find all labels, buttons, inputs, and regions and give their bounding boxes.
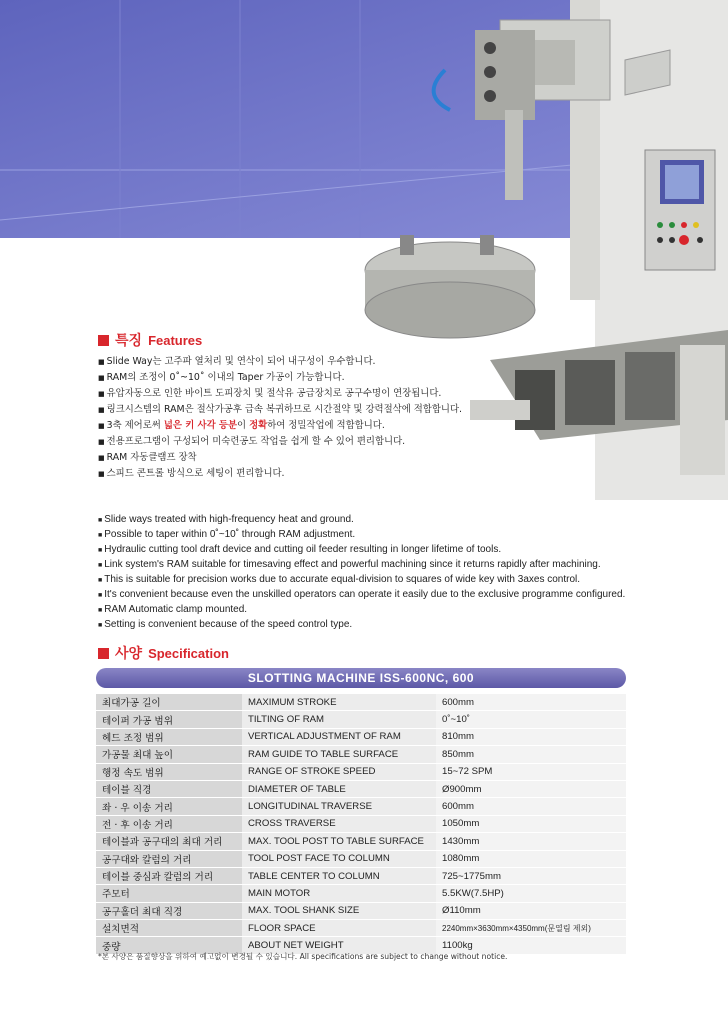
list-item: ■ Link system's RAM suitable for timesaving effect and powerful machining since it returns rapidly after machining. xyxy=(98,558,678,573)
spec-label-ko: 공구홀더 최대 직경 xyxy=(96,902,242,919)
features-ko-list xyxy=(98,354,498,482)
spec-label-ko: 테이퍼 가공 범위 xyxy=(96,711,242,728)
spec-label-en: TABLE CENTER TO COLUMN xyxy=(242,867,436,884)
spec-label-en: FLOOR SPACE xyxy=(242,920,436,937)
item-text: 하여 정밀작업에 적합합니다. xyxy=(267,420,385,431)
features-heading xyxy=(98,330,202,350)
features-en-list xyxy=(98,513,678,633)
spec-label-ko: 테이블과 공구대의 최대 거리 xyxy=(96,833,242,850)
spec-label-ko: 테이블 중심과 칼럼의 거리 xyxy=(96,867,242,884)
list-item: ■ Hydraulic cutting tool draft device and cutting oil feeder resulting in longer lifetime of tools. xyxy=(98,543,678,558)
spec-value: 810mm xyxy=(436,728,626,745)
table-row xyxy=(96,850,626,867)
list-item: ■ RAM의 조정이 0˚~10˚ 이내의 Taper 가공이 가능합니다. xyxy=(98,370,498,386)
list-item: ■ Possible to taper within 0˚~10˚ through RAM adjustment. xyxy=(98,528,678,543)
spec-title-bar: SLOTTING MACHINE ISS-600NC, 600 xyxy=(96,668,626,688)
spec-label-ko: 중량 xyxy=(96,937,242,954)
list-item: ■ RAM Automatic clamp mounted. xyxy=(98,603,678,618)
spec-value: 600mm xyxy=(436,798,626,815)
table-row xyxy=(96,694,626,711)
list-item: ■ 링크시스템의 RAM은 절삭가공후 급속 복귀하므로 시간절약 및 강력절삭에 적합합니다. xyxy=(98,402,498,418)
spec-label-ko: 주모터 xyxy=(96,885,242,902)
spec-heading-ko: 사양 xyxy=(115,646,143,662)
table-row xyxy=(96,763,626,780)
list-item: ■ 전용프로그램이 구성되어 미숙련공도 작업을 쉽게 할 수 있어 편리합니다. xyxy=(98,434,498,450)
table-row xyxy=(96,798,626,815)
spec-label-ko: 전 · 후 이송 거리 xyxy=(96,815,242,832)
spec-value: Ø110mm xyxy=(436,902,626,919)
list-item: ■ 유압자동으로 인한 바이트 도피장치 및 절삭유 공급장치로 공구수명이 연장됩니다. xyxy=(98,386,498,402)
spec-value: 1050mm xyxy=(436,815,626,832)
spec-label-ko: 테이블 직경 xyxy=(96,780,242,797)
spec-label-ko: 좌 · 우 이송 거리 xyxy=(96,798,242,815)
spec-value: 15~72 SPM xyxy=(436,763,626,780)
spec-label-ko: 행정 속도 범위 xyxy=(96,763,242,780)
spec-heading xyxy=(98,643,229,663)
spec-label-en: CROSS TRAVERSE xyxy=(242,815,436,832)
spec-label-en: TILTING OF RAM xyxy=(242,711,436,728)
table-row xyxy=(96,815,626,832)
spec-value: Ø900mm xyxy=(436,780,626,797)
spec-label-ko: 공구대와 칼럼의 거리 xyxy=(96,850,242,867)
table-row xyxy=(96,711,626,728)
square-bullet-icon xyxy=(98,335,109,346)
table-row xyxy=(96,920,626,937)
list-item: ■ It's convenient because even the unskilled operators can operate it easily due to the exclusive programme configured. xyxy=(98,588,678,603)
list-item xyxy=(98,418,498,434)
spec-value: 2240mm×3630mm×4350mm(문열림 제외) xyxy=(436,920,626,937)
list-item: ■ This is suitable for precision works due to accurate equal-division to squares of wide key with 3axes control. xyxy=(98,573,678,588)
spec-value: 5.5KW(7.5HP) xyxy=(436,885,626,902)
features-heading-ko: 특징 xyxy=(115,333,143,349)
spec-heading-en: Specification xyxy=(148,645,229,661)
table-row xyxy=(96,867,626,884)
spec-label-en: MAXIMUM STROKE xyxy=(242,694,436,711)
spec-label-en: MAX. TOOL POST TO TABLE SURFACE xyxy=(242,833,436,850)
spec-value: 600mm xyxy=(436,694,626,711)
list-item: ■ Slide Way는 고주파 열처리 및 연삭이 되어 내구성이 우수합니다. xyxy=(98,354,498,370)
spec-value: 1430mm xyxy=(436,833,626,850)
table-row xyxy=(96,833,626,850)
spec-label-en: MAIN MOTOR xyxy=(242,885,436,902)
spec-label-en: DIAMETER OF TABLE xyxy=(242,780,436,797)
spec-table xyxy=(96,694,626,955)
table-row xyxy=(96,728,626,745)
spec-label-en: MAX. TOOL SHANK SIZE xyxy=(242,902,436,919)
features-heading-en: Features xyxy=(148,332,203,348)
list-item: ■ RAM 자동클램프 장착 xyxy=(98,450,498,466)
list-item: ■ 스피드 콘트롤 방식으로 세팅이 편리합니다. xyxy=(98,466,498,482)
square-bullet-icon xyxy=(98,648,109,659)
list-item: ■ Setting is convenient because of the speed control type. xyxy=(98,618,678,633)
table-row xyxy=(96,902,626,919)
table-row xyxy=(96,885,626,902)
highlight-text: 정확 xyxy=(249,420,268,431)
spec-value: 725~1775mm xyxy=(436,867,626,884)
spec-label-ko: 최대가공 길이 xyxy=(96,694,242,711)
list-item: ■ Slide ways treated with high-frequency heat and ground. xyxy=(98,513,678,528)
spec-value: 1100kg xyxy=(436,937,626,954)
spec-label-en: RAM GUIDE TO TABLE SURFACE xyxy=(242,746,436,763)
spec-value: 850mm xyxy=(436,746,626,763)
table-row xyxy=(96,746,626,763)
spec-value: 0˚~10˚ xyxy=(436,711,626,728)
table-row xyxy=(96,780,626,797)
spec-label-en: RANGE OF STROKE SPEED xyxy=(242,763,436,780)
spec-label-en: ABOUT NET WEIGHT xyxy=(242,937,436,954)
spec-label-en: VERTICAL ADJUSTMENT OF RAM xyxy=(242,728,436,745)
spec-label-ko: 설치면적 xyxy=(96,920,242,937)
spec-label-ko: 가공물 최대 높이 xyxy=(96,746,242,763)
spec-label-ko: 헤드 조정 범위 xyxy=(96,728,242,745)
item-text: 이 xyxy=(237,420,250,431)
spec-label-en: TOOL POST FACE TO COLUMN xyxy=(242,850,436,867)
spec-label-en: LONGITUDINAL TRAVERSE xyxy=(242,798,436,815)
highlight-text: 넓은 키 사각 등분 xyxy=(163,420,238,431)
spec-value: 1080mm xyxy=(436,850,626,867)
spec-note: *본 사양은 품질향상을 위하여 예고없이 변경될 수 있습니다. All specifications are subject to change without notice. xyxy=(98,952,508,961)
item-text: 3축 제어로써 xyxy=(106,420,164,431)
